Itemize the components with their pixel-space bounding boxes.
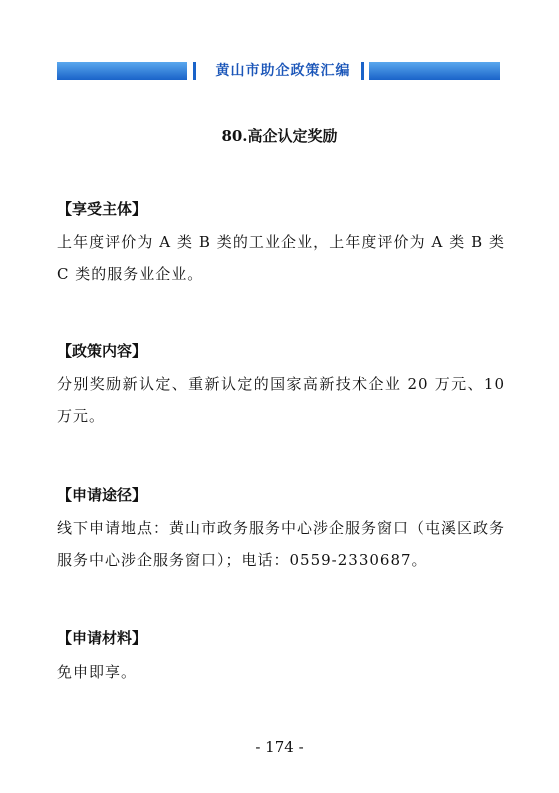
section-body-materials: 免申即享。: [57, 663, 138, 681]
header-band-left: [57, 62, 187, 80]
header-band: [57, 62, 500, 80]
page-title: 80.高企认定奖励: [221, 127, 338, 145]
section-heading-application: 【申请途径】: [57, 486, 148, 504]
header-band-right: [369, 62, 500, 80]
header-divider-left: [193, 62, 196, 80]
header-title: 黄山市助企政策汇编: [215, 63, 351, 79]
section-body-eligibility: 上年度评价为 A 类 B 类的工业企业，上年度评价为 A 类 B 类 C 类的服务业企业。: [57, 233, 505, 283]
section-body-application: 线下申请地点：黄山市政务服务中心涉企服务窗口（屯溪区政务服务中心涉企服务窗口）；电话：0559-2330687。: [57, 519, 506, 569]
section-heading-policy: 【政策内容】: [57, 342, 148, 360]
section-heading-eligibility: 【享受主体】: [57, 200, 148, 218]
section-body-policy: 分别奖励新认定、重新认定的国家高新技术企业 20 万元、10 万元。: [57, 375, 505, 425]
section-heading-materials: 【申请材料】: [57, 629, 148, 647]
page-number: - 174 -: [255, 738, 304, 756]
header-divider-right: [361, 62, 364, 80]
